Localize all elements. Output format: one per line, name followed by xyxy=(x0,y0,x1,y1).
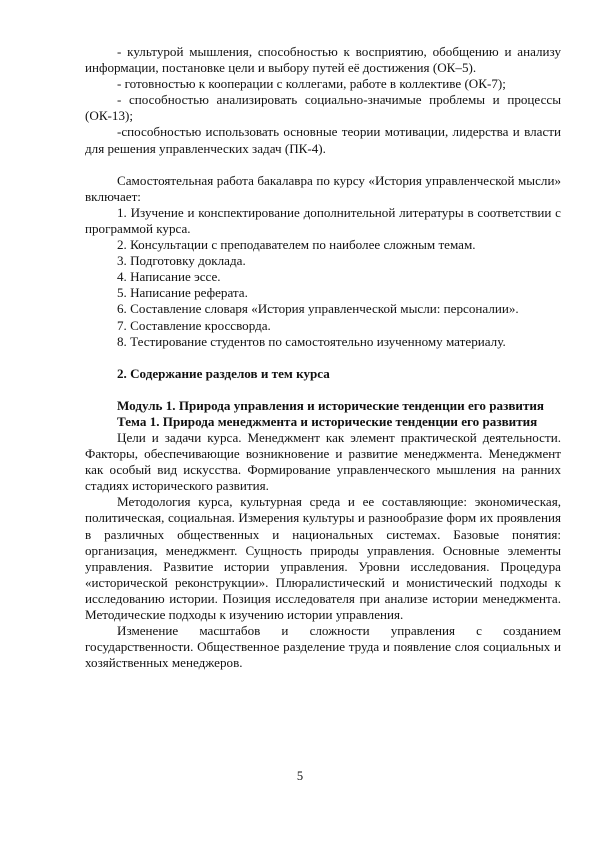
topic-paragraph: Изменение масштабов и сложности управления с созданием государственности. Общественное разделение труда и появление слоя социальных и хозяйственных менеджеров. xyxy=(85,623,561,671)
spacer xyxy=(85,382,561,398)
independent-work-intro: Самостоятельная работа бакалавра по курсу «История управленческой мысли» включает: xyxy=(85,172,561,204)
module-heading: Модуль 1. Природа управления и исторические тенденции его развития xyxy=(117,397,545,413)
list-item: 1. Изучение и конспектирование дополнительной литературы в соответствии с программой курса. xyxy=(85,204,561,236)
page-number: 5 xyxy=(296,769,304,783)
list-item: 7. Составление кроссворда. xyxy=(117,317,271,333)
list-item: 8. Тестирование студентов по самостоятельно изученному материалу. xyxy=(117,333,506,349)
spacer xyxy=(85,350,561,366)
competency-item: - готовностью к кооперации с коллегами, работе в коллективе (ОК-7); xyxy=(117,76,506,92)
independent-work-list xyxy=(85,205,561,350)
list-item: 2. Консультации с преподавателем по наиболее сложным темам. xyxy=(117,237,476,253)
competency-item: - способностью анализировать социально-значимые проблемы и процессы (ОК-13); xyxy=(85,92,561,124)
topic-paragraph: Цели и задачи курса. Менеджмент как элемент практической деятельности. Факторы, обеспечивающие возникновение и развитие менеджмента. Менеджмент как особый вид искусства. Формирование управленческого мышления на ранних стадиях исторического развития. xyxy=(85,429,561,494)
competency-item: - культурой мышления, способностью к восприятию, обобщению и анализу информации, постановке цели и выбору путей её достижения (ОК–5). xyxy=(85,44,561,76)
document-page xyxy=(85,44,561,671)
competency-item: -способностью использовать основные теории мотивации, лидерства и власти для решения управленческих задач (ПК-4). xyxy=(85,124,561,156)
spacer xyxy=(85,157,561,173)
section-heading: 2. Содержание разделов и тем курса xyxy=(117,365,330,381)
topic-heading: Тема 1. Природа менеджмента и исторические тенденции его развития xyxy=(117,413,538,429)
list-item: 4. Написание эссе. xyxy=(117,269,221,285)
list-item: 3. Подготовку доклада. xyxy=(117,253,246,269)
list-item: 6. Составление словаря «История управленческой мысли: персоналии». xyxy=(117,301,519,317)
topic-paragraph: Методология курса, культурная среда и ее составляющие: экономическая, политическая, социальная. Измерения культуры и разнообразие форм их проявления в различных общественных и национальных системах. Базовые понятия: организация, менеджмент. Сущность природы управления. Основные элементы управления. Развитие истории управления. Уровни исследования. Процедура «исторической реконструкции». Плюралистический и монистический подходы к исследованию истории. Позиция исследователя при анализе истории менеджмента. Методические подходы к изучению истории управления. xyxy=(85,494,561,622)
list-item: 5. Написание реферата. xyxy=(117,285,248,301)
